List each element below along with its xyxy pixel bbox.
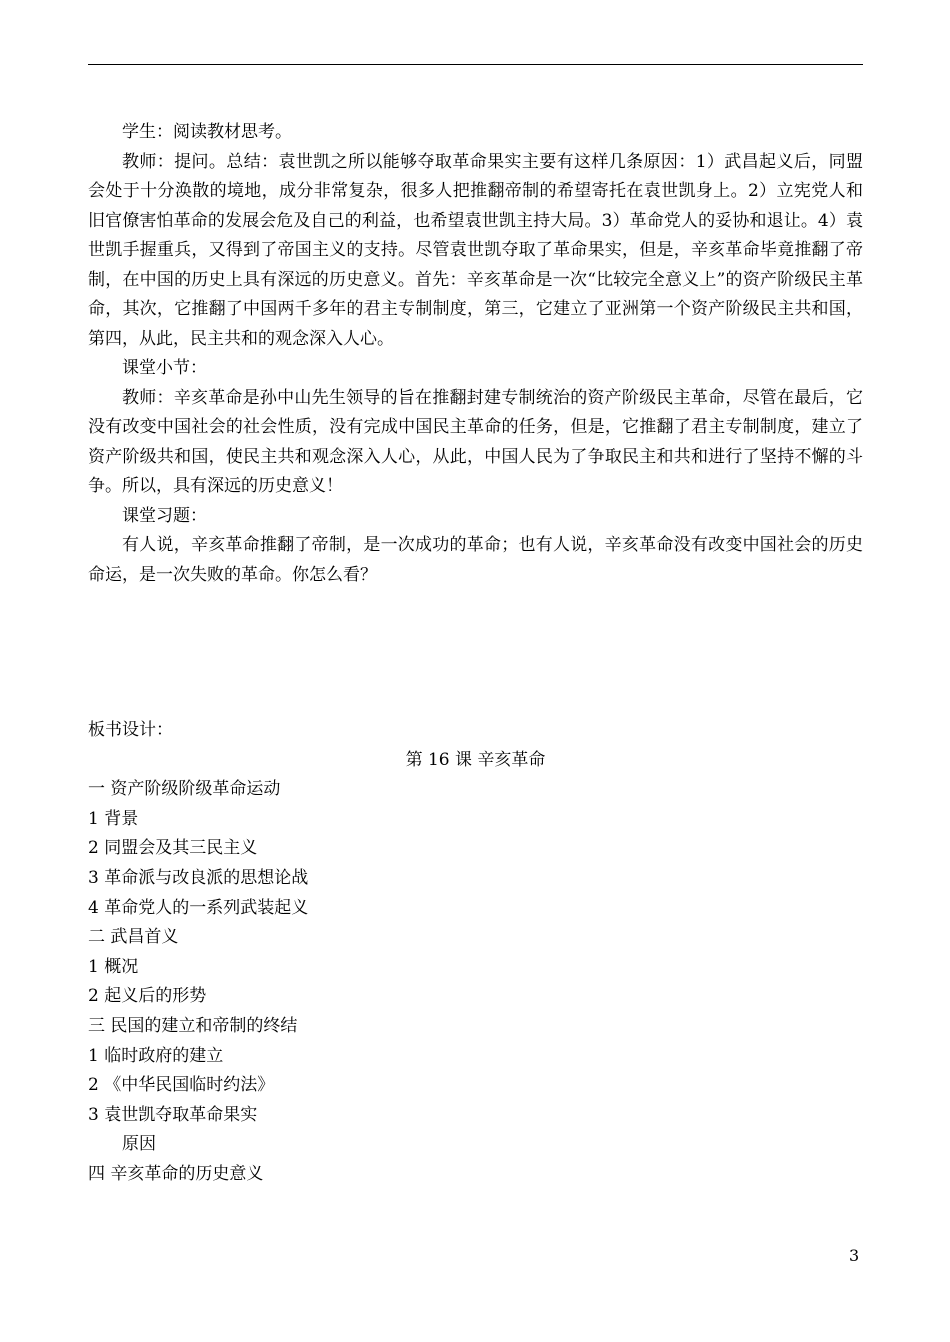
teacher-summary-paragraph: 教师：提问。总结：袁世凯之所以能够夺取革命果实主要有这样几条原因：1）武昌起义后，同盟会处于十分涣散的境地，成分非常复杂，很多人把推翻帝制的希望寄托在袁世凯身上。2）立宪党人和旧官僚害怕革命的发展会危及自己的利益，也希望袁世凯主持大局。3）革命党人的妥协和退让。4）袁世凯手握重兵，又得到了帝国主义的支持。尽管袁世凯夺取了革命果实，但是，辛亥革命毕竟推翻了帝制，在中国的历史上具有深远的历史意义。首先：辛亥革命是一次“比较完全意义上”的资产阶级民主革命，其次，它推翻了中国两千多年的君主专制制度，第三，它建立了亚洲第一个资产阶级民主共和国，第四，从此，民主共和的观念深入人心。 [88,151,863,349]
outline-section: 一 资产阶级阶级革命运动 [88,779,281,800]
outline-section: 二 武昌首义 [88,927,179,948]
page-number: 3 [849,1246,860,1265]
lesson-title: 第 16 课 辛亥革命 [405,749,546,770]
outline-item: 2 起义后的形势 [88,986,207,1007]
outline-subitem: 原因 [122,1134,156,1155]
outline-item: 2 《中华民国临时约法》 [88,1075,275,1096]
lesson-body [88,118,863,590]
student-activity-paragraph: 学生：阅读教材思考。 [122,122,292,142]
blackboard-design [88,716,863,1190]
class-summary-paragraph: 教师：辛亥革命是孙中山先生领导的旨在推翻封建专制统治的资产阶级民主革命，尽管在最后，它没有改变中国社会的社会性质，没有完成中国民主革命的任务，但是，它推翻了君主专制制度，建立了资产阶级共和国，使民主共和观念深入人心，从此，中国人民为了争取民主和共和进行了坚持不懈的斗争。所以，具有深远的历史意义！ [88,387,863,496]
blackboard-heading: 板书设计： [88,720,173,740]
outline-item: 3 革命派与改良派的思想论战 [88,867,309,888]
outline-item: 1 背景 [88,808,139,829]
header-rule [88,64,863,65]
outline-item: 1 概况 [88,956,139,977]
outline-section: 四 辛亥革命的历史意义 [88,1163,264,1184]
class-summary-heading: 课堂小节： [122,358,207,378]
outline-section: 三 民国的建立和帝制的终结 [88,1015,298,1036]
exercise-paragraph: 有人说，辛亥革命推翻了帝制，是一次成功的革命；也有人说，辛亥革命没有改变中国社会的历史命运，是一次失败的革命。你怎么看？ [88,535,863,585]
outline-item: 2 同盟会及其三民主义 [88,838,258,859]
exercise-heading: 课堂习题： [122,505,207,526]
outline-item: 4 革命党人的一系列武装起义 [88,897,309,918]
outline-item: 1 临时政府的建立 [88,1045,224,1066]
outline-item: 3 袁世凯夺取革命果实 [88,1104,258,1125]
blackboard-outline [88,775,863,1189]
